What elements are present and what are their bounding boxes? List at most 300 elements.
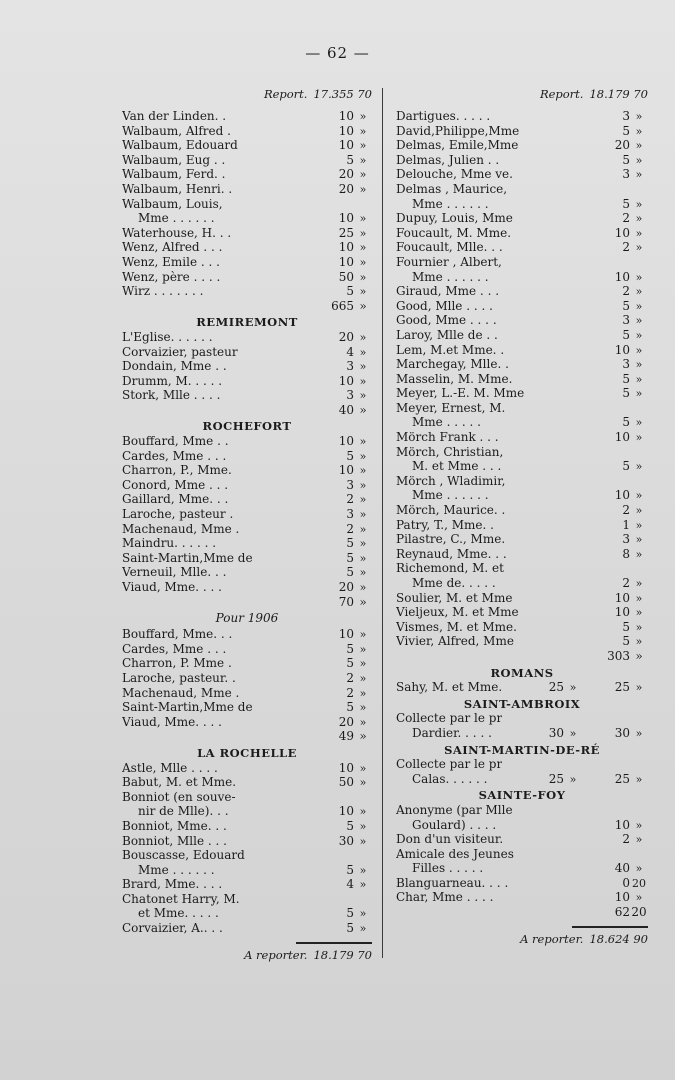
donor-name: Lem, M.et Mme. . [396,342,505,357]
donor-name: Foucault, Mlle. . . [396,240,503,255]
donation-amount: 5 [622,634,630,649]
donation-amount: 10 [338,123,354,138]
donation-amount: 5 [346,906,354,921]
donation-cents: » [635,416,643,430]
donation-cents: » [635,226,643,240]
donation-cents: » [635,153,643,167]
donation-cents: 20 [632,876,646,890]
donation-cents: » [635,518,643,532]
donation-amount: 25 [548,771,564,786]
list-item [122,449,372,464]
list-item [396,634,648,649]
list-item [396,240,648,255]
donor-name: Collecte par le pr [396,757,503,772]
donation-cents: » [635,431,643,445]
list-item [396,270,648,285]
donation-cents: » [635,635,643,649]
list-item [122,580,372,595]
donation-cents: » [635,285,643,299]
donation-cents: » [359,226,367,240]
subtotal-amount: 70 [338,594,354,609]
donation-amount: 20 [338,181,354,196]
list-item [122,775,372,790]
donation-cents: » [635,547,643,561]
donation-cents: » [359,701,367,715]
donation-cents: » [635,168,643,182]
donation-cents: » [359,551,367,565]
donation-amount: 10 [614,488,630,503]
donation-amount: 5 [622,459,630,474]
donation-amount: 20 [338,329,354,344]
donor-name: Drumm, M. . . . . [122,373,223,388]
donation-amount: 3 [622,357,630,372]
list-item [396,726,648,741]
list-item [396,415,648,430]
donation-cents: » [359,168,367,182]
list-item [396,167,648,182]
list-item [396,876,648,891]
list-item [122,551,372,566]
donation-cents: » [359,139,367,153]
donation-cents: » [359,863,367,877]
donation-cents: » [635,620,643,634]
donor-name: Delmas , Maurice, [396,181,508,196]
donor-name: Vieljeux, M. et Mme [396,605,519,620]
donation-cents: » [569,772,577,786]
donor-name: Bonniot, Mlle . . . [122,833,227,848]
donation-cents: » [635,212,643,226]
donor-name: Collecte par le pr [396,711,503,726]
donation-amount: 3 [346,388,354,403]
donor-name: Mme . . . . . . [412,196,489,211]
subtotal-amount: 49 [338,729,354,744]
donation-amount: 5 [346,448,354,463]
donation-cents: » [359,493,367,507]
donor-name: Mme . . . . . . [138,862,215,877]
donation-amount: 3 [622,167,630,182]
donor-name: Amicale des Jeunes [396,846,514,861]
donor-name: Blanguarneau. . . . [396,875,509,890]
donor-name: Mörch, Maurice. . [396,503,506,518]
list-item [122,182,372,197]
donation-cents: » [635,833,643,847]
donation-amount: 5 [622,371,630,386]
donor-name: Bonniot, Mme. . . [122,818,227,833]
section-total-cents: » [635,726,643,740]
donor-name: Filles . . . . . [412,861,484,876]
donation-cents: » [569,726,577,740]
donation-amount: 5 [622,298,630,313]
section-heading: LA ROCHELLE [197,745,297,760]
donation-amount: 1 [622,517,630,532]
list-item [396,386,648,401]
donor-name: Calas. . . . . . [412,771,488,786]
donation-amount: 50 [338,269,354,284]
donation-amount: 5 [346,284,354,299]
section-total-cents: » [635,681,643,695]
donation-amount: 10 [338,109,354,123]
donation-cents: » [635,197,643,211]
donation-cents: » [359,671,367,685]
donor-name: Bouffard, Mme . . [122,434,229,449]
donation-amount: 3 [346,477,354,492]
donation-cents: » [359,522,367,536]
donation-amount: 3 [346,507,354,522]
donation-cents: » [359,761,367,775]
list-item [122,863,372,878]
list-item [122,761,372,776]
donor-name: Char, Mme . . . . [396,890,494,905]
list-item [396,197,648,212]
donation-amount: 10 [614,342,630,357]
list-item [122,877,372,892]
donation-cents: » [635,533,643,547]
list-item [122,197,372,212]
donation-amount: 2 [346,492,354,507]
donor-name: Corvaizier, pasteur [122,344,238,359]
donation-cents: » [359,330,367,344]
donation-amount: 5 [622,152,630,167]
donation-amount: 2 [622,832,630,847]
donation-amount: 10 [614,590,630,605]
subtotal-amount: 665 [331,298,354,313]
report-amount: 18.179 70 [589,87,648,101]
donation-amount: 5 [346,656,354,671]
donation-amount: 5 [346,536,354,551]
donor-name: Walbaum, Ferd. . [122,167,226,182]
list-item [122,656,372,671]
donation-cents: » [359,270,367,284]
donation-cents: » [635,358,643,372]
list-item [122,124,372,139]
donor-name: Soulier, M. et Mme [396,590,513,605]
donation-amount: 25 [548,680,564,695]
donation-cents: » [359,360,367,374]
section-heading: SAINT-AMBROIX [463,696,581,711]
donation-amount: 10 [338,211,354,226]
list-item [122,240,372,255]
donor-name: Machenaud, Mme . [122,521,240,536]
donation-cents: » [635,372,643,386]
donation-cents: » [359,374,367,388]
list-item [122,507,372,522]
donor-name: Mme . . . . . . [138,211,215,226]
donor-name: Vivier, Alfred, Mme [396,634,514,649]
list-item [396,459,648,474]
donation-cents: » [635,270,643,284]
donor-name: Viaud, Mme. . . . [122,580,222,594]
donation-cents: » [635,328,643,342]
list-item [122,388,372,403]
list-item [396,357,648,372]
donor-name: Don d'un visiteur. [396,832,504,847]
donation-cents: » [635,504,643,518]
donation-amount: 10 [614,605,630,620]
subtotal-amount: 62 [614,905,630,920]
subtotal-amount: 40 [338,402,354,417]
donation-amount: 5 [346,862,354,877]
donation-cents: » [569,681,577,695]
section-total: 25 [614,680,630,695]
list-item [396,328,648,343]
donation-cents: » [359,110,367,123]
donation-cents: » [359,642,367,656]
list-item [122,211,372,226]
donation-cents: » [635,110,643,123]
donation-cents: » [635,606,643,620]
donation-cents: » [359,389,367,403]
donation-cents: » [635,139,643,153]
list-item [122,226,372,241]
donation-amount: 4 [346,877,354,892]
donor-name: Mörch , Wladimir, [396,473,506,488]
right-column [396,87,648,948]
donor-name: Mme . . . . . [412,415,481,430]
donation-amount: 5 [346,152,354,167]
donation-amount: 5 [346,818,354,833]
donor-name: Gaillard, Mme. . . [122,492,229,507]
section-subtotal [396,905,648,920]
donation-cents: » [359,508,367,522]
list-item [396,861,648,876]
donation-cents: » [635,891,643,905]
subtotal-cents: 20 [631,905,647,920]
report-carried-forward [396,87,648,109]
donation-amount: 10 [614,817,630,832]
donor-name: Cardes, Mme . . . [122,448,227,463]
donation-amount: 8 [622,546,630,561]
donor-name: Cardes, Mme . . . [122,641,227,656]
list-item [396,226,648,241]
donation-cents: » [635,299,643,313]
spacer [396,920,648,922]
donor-name: Laroche, pasteur . [122,507,234,522]
donation-cents: » [359,449,367,463]
donation-cents: » [359,628,367,642]
carry-forward-amount: 18.624 90 [589,931,648,946]
list-item [396,488,648,503]
list-item [122,700,372,715]
list-item [396,124,648,139]
donor-name: Mme . . . . . . [412,488,489,503]
donor-name: Anonyme (par Mlle [396,802,513,817]
donation-cents: » [359,878,367,892]
donation-cents: » [359,715,367,729]
list-item [122,686,372,701]
donor-name: Laroy, Mlle de . . [396,327,498,342]
donor-name: Good, Mme . . . . [396,313,497,328]
list-item [396,680,648,695]
donor-name: Dartigues. . . . . [396,109,491,123]
donor-name: L'Eglise. . . . . . [122,329,213,344]
donation-cents: » [359,834,367,848]
donation-amount: 2 [622,503,630,518]
list-item [122,921,372,936]
donor-name: Mme . . . . . . [412,269,489,284]
donor-name: Walbaum, Louis, [122,196,223,211]
donor-name: Wenz, Emile . . . [122,254,220,269]
donor-name: Van der Linden. . [122,109,227,123]
section-heading: SAINT-MARTIN-DE-RÉ [444,742,600,757]
spacer [122,936,372,938]
list-item [122,848,372,863]
donation-cents: » [359,255,367,269]
donor-name: David,Philippe,Mme [396,123,520,138]
list-item [122,270,372,285]
donation-cents: » [359,805,367,819]
list-item [122,359,372,374]
donor-name: Verneuil, Mlle. . . [122,565,227,580]
section-heading: SAINTE-FOY [478,788,566,803]
donor-name: Reynaud, Mme. . . [396,546,507,561]
list-item [396,372,648,387]
donor-name: Vismes, M. et Mme. [396,619,517,634]
donor-name: Wirz . . . . . . . [122,284,204,299]
donor-name: Chatonet Harry, M. [122,891,240,906]
list-item [396,445,648,460]
list-item [396,532,648,547]
list-item [396,284,648,299]
list-item [122,790,372,805]
donor-name: Stork, Mlle . . . . [122,388,221,403]
donor-name: Walbaum, Eug . . [122,152,226,167]
donor-name: Goulard) . . . . [412,817,497,832]
donation-cents: » [359,537,367,551]
carry-forward-label: A reporter. [244,947,308,962]
donation-amount: 20 [338,580,354,594]
list-item [122,434,372,449]
total-rule [572,926,648,928]
donor-name: Foucault, M. Mme. [396,225,512,240]
donation-amount: 25 [338,225,354,240]
donation-cents: » [635,314,643,328]
donor-name: Walbaum, Alfred . [122,123,231,138]
donor-name: Babut, M. et Mme. [122,775,237,790]
list-item [122,522,372,537]
donation-cents: » [359,776,367,790]
section-subtotal [396,649,648,664]
list-item [396,401,648,416]
donation-cents: » [359,124,367,138]
donation-cents: » [635,124,643,138]
donor-name: Dupuy, Louis, Mme [396,211,513,226]
list-item [122,345,372,360]
donation-cents: » [359,581,367,594]
donor-name: nir de Mlle). . . [138,804,229,819]
report-amount: 17.355 70 [313,87,372,101]
list-item [396,561,648,576]
donation-cents: » [635,862,643,876]
donation-amount: 10 [338,240,354,255]
donation-amount: 2 [346,521,354,536]
subtotal-cents: » [359,298,367,313]
subtotal-cents: » [635,648,643,663]
section-subheading: Pour 1906 [215,611,279,626]
donation-amount: 20 [338,714,354,729]
donation-amount: 30 [548,725,564,740]
donation-cents: » [359,345,367,359]
donation-amount: 5 [346,700,354,715]
section-heading: ROMANS [490,665,554,680]
list-item [122,565,372,580]
list-item [122,671,372,686]
donor-name: Saint-Martin,Mme de [122,700,253,715]
left-column [122,87,372,964]
section-subtotal [122,595,372,610]
donor-name: Saint-Martin,Mme de [122,550,253,565]
donation-cents: » [635,343,643,357]
donation-amount: 2 [622,240,630,255]
list-item [122,478,372,493]
report-label: Report. [539,87,584,101]
donation-amount: 10 [338,138,354,153]
donor-name: Dondain, Mme . . [122,359,227,374]
donation-cents: » [635,591,643,605]
donation-cents: » [635,387,643,401]
section-total-cents: » [635,772,643,786]
list-item [122,167,372,182]
donor-name: Giraud, Mme . . . [396,284,500,299]
donation-amount: 10 [614,430,630,445]
total-rule [296,942,372,944]
donation-amount: 5 [622,386,630,401]
donation-amount: 5 [622,327,630,342]
donor-name: Astle, Mlle . . . . [122,760,218,775]
list-item [396,547,648,562]
list-item [122,536,372,551]
donor-name: Bouscasse, Edouard [122,848,245,863]
section-subtotal [122,729,372,744]
donation-amount: 5 [622,196,630,211]
donor-name: et Mme. . . . . [138,906,219,921]
list-item [396,591,648,606]
donor-name: Fournier , Albert, [396,254,502,269]
list-item [396,757,648,772]
section-total: 30 [614,725,630,740]
donation-amount: 2 [346,685,354,700]
list-item [396,818,648,833]
list-item [122,330,372,345]
donation-cents: » [359,922,367,936]
list-item [396,890,648,905]
donation-cents: » [635,577,643,590]
donation-amount: 5 [622,123,630,138]
donation-amount: 5 [346,565,354,580]
list-item [122,492,372,507]
donation-cents: » [359,182,367,196]
donor-name: Walbaum, Henri. . [122,181,233,196]
list-item [122,153,372,168]
donation-amount: 40 [614,861,630,876]
list-item [122,463,372,478]
donation-cents: » [359,566,367,580]
donation-amount: 3 [346,359,354,374]
donation-cents: » [359,285,367,299]
donor-name: Delmas, Emile,Mme [396,138,519,153]
list-item [396,313,648,328]
donation-amount: 3 [622,109,630,123]
donor-name: Mörch Frank . . . [396,430,499,445]
donor-name: Pilastre, C., Mme. [396,532,506,547]
donor-name: Machenaud, Mme . [122,685,240,700]
donation-amount: 10 [614,269,630,284]
list-item [396,182,648,197]
donation-cents: » [359,212,367,226]
list-item [122,138,372,153]
list-item [396,847,648,862]
donation-amount: 20 [614,138,630,153]
donor-name: Brard, Mme. . . . [122,877,223,892]
